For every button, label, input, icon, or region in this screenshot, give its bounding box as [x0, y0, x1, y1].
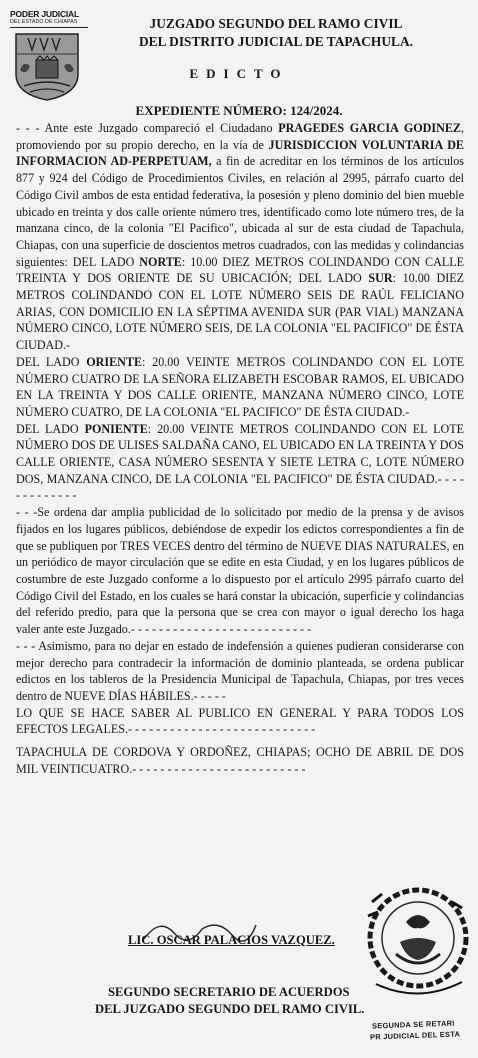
- p1-rest: a fin de acreditar en los términos de los artículos 877 y 924 del Código de Procedimientos Civiles, en relación al 2995, párrafo cuarto del Código Civil ambos de esta entidad federativa, la posesión y pleno dominio del bien mueble ubicado en treinta y dos calle oriente número tres, identificado como lote número tres, de la manzana cinco, de la colonia "El Pacifico", ubicada al sur de esta ciudad de Tapachula, Chiapas, con una superficie de doscientos metros cuadrados, con las medidas y colindancias siguientes: DEL LADO: [16, 154, 464, 269]
- expediente-number: EXPEDIENTE NÚMERO: 124/2024.: [135, 103, 343, 118]
- document-type: EDICTO: [189, 66, 289, 81]
- edict-body: [16, 120, 464, 777]
- logo-title: PODER JUDICIAL: [10, 9, 79, 19]
- court-heading: [90, 15, 462, 51]
- official-seal-icon: [366, 872, 470, 1018]
- signer-name: LIC. OSCAR PALACIOS VAZQUEZ.: [128, 933, 335, 947]
- petitioner-name: PRAGEDES GARCIA GODINEZ: [278, 121, 461, 135]
- side-poniente: PONIENTE: [84, 421, 148, 436]
- p1-lead: - - - Ante este Juzgado compareció el Ciudadano: [16, 121, 279, 135]
- logo-subtitle: DEL ESTADO DE CHIAPAS: [10, 19, 88, 28]
- p3-lead: DEL LADO: [16, 421, 85, 436]
- paragraph-oriente: [16, 354, 464, 421]
- court-line-1: JUZGADO SEGUNDO DEL RAMO CIVIL: [149, 16, 403, 31]
- paragraph-publicity: - - -Se ordena dar amplia publicidad de lo solicitado por medio de la prensa y de avisos fijados en los lugares públicos, debiéndose de expedir los edictos correspondientes a fin de que se publiquen por TRES VECES dentro del término de NUEVE DIAS NATURALES, en un periódico de mayor circulación que se edite en esta Ciudad, y en los lugares públicos de costumbre de este Juzgado conforme a lo dispuesto por el artículo 2995 párrafo cuarto del Código Civil del Estado, en los cuales se hará constar la ubicación, superficie y colindancias del referido predio, para que la persona que se crea con mayor o igual derecho los haga valer ante este Juzgado.- - - - - - - - - - - - - - - - - - - - - - - - - -: [16, 505, 464, 637]
- paragraph-notice: LO QUE SE HACE SABER AL PUBLICO EN GENERAL Y PARA TODOS LOS EFECTOS LEGALES.- - - - - - - - - - - - - - - - - - - - - - - - - - -: [16, 705, 464, 737]
- norte-text: : 10.00 DIEZ METROS COLINDANDO CON CALLE TREINTA Y DOS ORIENTE DE SU UBICACIÓN; DEL LADO: [16, 254, 464, 286]
- place-date: TAPACHULA DE CORDOVA Y ORDOÑEZ, CHIAPAS; OCHO DE ABRIL DE DOS MIL VEINTICUATRO.- - - - - - - - - - - - - - - - - - - - - - - - -: [16, 745, 464, 776]
- paragraph-asimismo: - - - Asimismo, para no dejar en estado de indefensión a quienes pudieran considerarse con mejor derecho para contradecir la información de dominio planteada, se ordena publicar edictos en los tableros de la Presidencia Municipal de Tapachula, Chiapas, por tres veces dentro de NUEVE DÍAS HÁBILES.- - - - -: [16, 638, 464, 703]
- poniente-text: : 20.00 VEINTE METROS COLINDANDO CON EL LOTE NÚMERO DOS DE ULISES SALDAÑA CANO, EL UBICADO EN LA TREINTA Y DOS CALLE ORIENTE, CASA NÚMERO SESENTA Y SIETE LETRA C, LOTE NÚMERO DOS, MANZANA CINCO, DE LA COLONIA "EL PACIFICO" DE ÉSTA CIUDAD.- - - - - - - - - - - - -: [16, 421, 464, 503]
- signer-title-2: DEL JUZGADO SEGUNDO DEL RAMO CIVIL.: [95, 1002, 365, 1016]
- oriente-text: : 20.00 VEINTE METROS COLINDANDO CON EL LOTE NÚMERO CUATRO DE LA SEÑORA ELIZABETH ESCOBAR RAMOS, EL UBICADO EN LA TREINTA Y DOS CALLE ORIENTE, MANZANA NÚMERO CINCO, LOTE NÚMERO CUATRO, DE LA COLONIA "EL PACIFICO" DE ÉSTA CIUDAD.-: [16, 354, 464, 419]
- p2-lead: DEL LADO: [16, 354, 87, 369]
- poder-judicial-logo: [10, 10, 88, 102]
- signer-title-1: SEGUNDO SECRETARIO DE ACUERDOS: [108, 985, 350, 999]
- sur-text: : 10.00 DIEZ METROS COLINDANDO CON EL LOTE NÚMERO SEIS DE RAÚL FELICIANO ARIAS, CON DOMICILIO EN LA SÉPTIMA AVENIDA SUR (PAR VIAL) MANZANA NÚMERO CINCO, LOTE NÚMERO SEIS, DE LA COLONIA "EL PACIFICO" DE ÉSTA CIUDAD.-: [16, 271, 465, 353]
- side-sur: SUR: [368, 271, 393, 286]
- paragraph-poniente: [16, 421, 464, 505]
- side-norte: NORTE: [139, 254, 182, 269]
- p1-mid: , promoviendo por su propio derecho, en la vía de: [16, 121, 464, 152]
- procedure-name: JURISDICCION VOLUNTARIA DE INFORMACION AD-PERPETUAM,: [16, 137, 464, 169]
- side-oriente: ORIENTE: [86, 354, 143, 369]
- seal-caption-1: SEGUNDA SE RETARI: [371, 1018, 455, 1031]
- court-line-2: DEL DISTRITO JUDICIAL DE TAPACHULA.: [139, 34, 413, 49]
- seal-caption-2: PR JUDICIAL DEL ESTA: [369, 1029, 461, 1042]
- paragraph-petition: [16, 120, 464, 354]
